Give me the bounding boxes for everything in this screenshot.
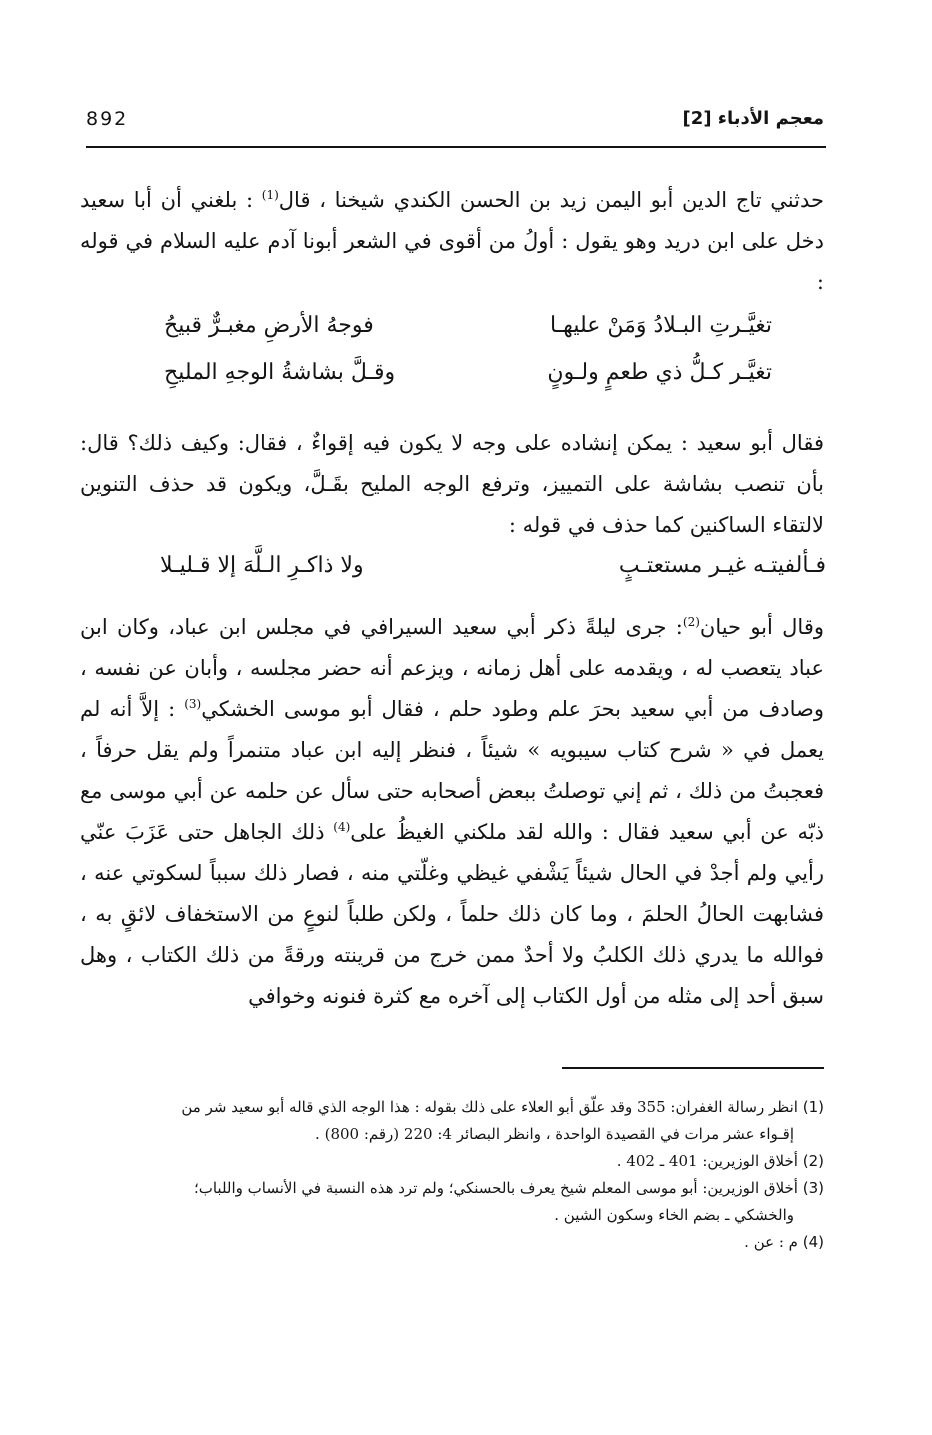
page-number: 892 — [86, 108, 129, 130]
paragraph-1-text-b: : بلغني أن أبا سعيد دخل على ابن دريد وهو يقول : أولُ من أقوى في الشعر أبونا آدم عليه السلام في قوله : — [80, 188, 824, 294]
footnote-3-text: أخلاق الوزيرين: أبو موسى المعلم شيخ يعرف بالحسنكي؛ ولم ترد هذه النسبة في الأنساب واللباب؛ — [193, 1179, 798, 1197]
footnote-ref-2: (2) — [682, 615, 700, 629]
paragraph-3-text-a: وقال أبو حيان — [699, 615, 824, 639]
verse-1-second-hemistich: فوجهُ الأرضِ مغبـرٌّ قبيحُ — [164, 313, 374, 338]
footnotes — [80, 1094, 824, 1256]
footnote-3-number: (3) — [802, 1179, 824, 1197]
verse-1-first-hemistich: تغيَّـرتِ البـلادُ وَمَنْ عليهـا — [550, 313, 772, 338]
header-rule — [86, 146, 826, 148]
running-title: معجم الأدباء [2] — [682, 108, 824, 129]
footnote-3 — [80, 1175, 824, 1202]
footnote-2-text: أخلاق الوزيرين: 401 ـ 402 . — [616, 1152, 798, 1170]
footnote-1-continuation: إقـواء عشر مرات في القصيدة الواحدة ، وانظر البصائر 4: 220 (رقم: 800) . — [315, 1125, 794, 1143]
paragraph-3-text-c: : إلاَّ أنه لم يعمل في « شرح كتاب سيبويه » شيئاً ، فنظر إليه ابن عباد متنمراً ولم يقل حرفاً ، فعجبتُ من ذلك ، ثم إني توصلتُ ببعض أصحابه حتى سأل عن حلمه عن أبي موسى مع ذبّه عن أبي سعيد فقال : والله لقد ملكني الغيظُ على — [80, 697, 824, 844]
paragraph-1-text-a: حدثني تاج الدين أبو اليمن زيد بن الحسن الكندي شيخنا ، قال — [278, 188, 824, 212]
footnote-4-number: (4) — [802, 1233, 824, 1251]
paragraph-3-text-b: : جرى ليلةً ذكر أبي سعيد السيرافي في مجلس ابن عباد، وكان ابن عباد يتعصب له ، ويقدمه على أهل زمانه ، ويزعم أنه حضر مجلسه ، وأبان عن نفسه ، وصادف من أبي سعيد بحرَ علم وطود حلم ، فقال أبو موسى الخشكي — [80, 615, 824, 721]
footnote-ref-3: (3) — [184, 697, 202, 711]
footnote-4 — [80, 1229, 824, 1256]
footnote-2-number: (2) — [802, 1152, 824, 1170]
paragraph-3-text-d: ذلك الجاهل حتى عَزَبَ عنّي رأيي ولم أجدْ في الحال شيئاً يَشْفي غيظي وغلّتي منه ، فصار ذلك سبباً لسكوتي عنه ، فشابهت الحالُ الحلمَ ، وما كان ذلك حلماً ، ولكن طلباً لنوعٍ من الاستخفاف لائقٍ به ، فوالله ما يدري ذلك الكلبُ ولا أحدٌ ممن خرج من قرينته ورقةً من ذلك الكتاب ، وهل سبق أحد إلى مثله من أول الكتاب إلى آخره مع كثرة فنونه وخوافي — [80, 820, 824, 1008]
verse-2-first-hemistich: تغيَّـر كـلُّ ذي طعمٍ ولـونٍ — [547, 360, 772, 385]
footnote-ref-4: (4) — [333, 820, 351, 834]
footnote-3-continuation: والخشكي ـ بضم الخاء وسكون الشين . — [554, 1206, 794, 1224]
page-header — [86, 104, 824, 144]
footnote-1-text: انظر رسالة الغفران: 355 وقد علّق أبو العلاء على ذلك بقوله : هذا الوجه الذي قاله أبو سعيد شر من — [181, 1098, 798, 1116]
footnote-1 — [80, 1094, 824, 1121]
footnote-ref-1: (1) — [261, 188, 279, 202]
footnote-4-text: م : عن . — [744, 1233, 798, 1251]
verse-3-second-hemistich: ولا ذاكـرِ الـلَّهَ إلا قـليـلا — [160, 553, 364, 578]
footnote-2 — [80, 1148, 824, 1175]
footnote-1-number: (1) — [802, 1098, 824, 1116]
paragraph-1 — [80, 180, 824, 303]
verse-3-first-hemistich: فـألفيتـه غيـر مستعتـبٍ — [618, 553, 826, 578]
footnote-separator — [562, 1067, 824, 1069]
verse-2-second-hemistich: وقـلَّ بشاشةُ الوجهِ المليحِ — [164, 360, 396, 385]
paragraph-2: فقال أبو سعيد : يمكن إنشاده على وجه لا يكون فيه إقواءٌ ، فقال: وكيف ذلك؟ قال: بأن تنصب بشاشة على التمييز، وترفع الوجه المليح بقَـلَّ، ويكون قد حذف التنوين لالتقاء الساكنين كما حذف في قوله : — [80, 431, 824, 537]
paragraph-3 — [80, 607, 824, 1017]
